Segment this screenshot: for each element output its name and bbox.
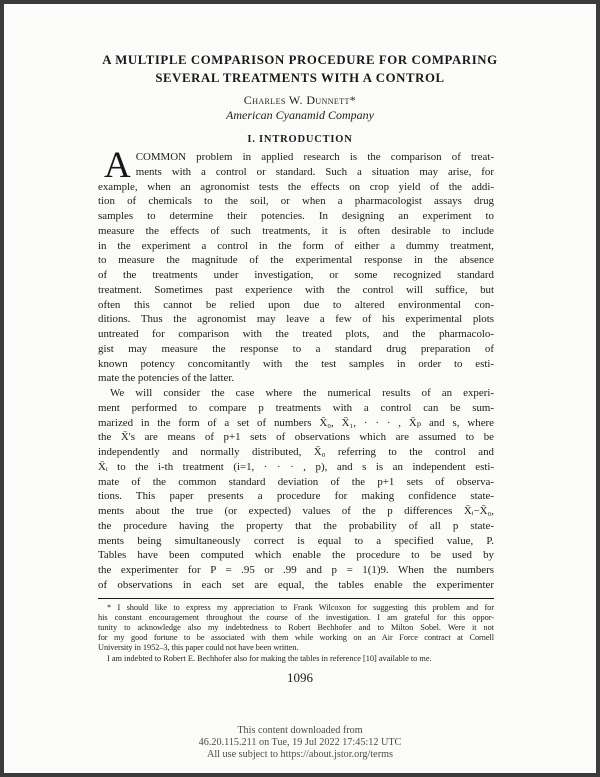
footnote-1 bbox=[98, 603, 494, 654]
jstor-line-2: 46.20.115.211 on Tue, 19 Jul 2022 17:45:12 UTC bbox=[198, 737, 402, 749]
drop-cap: A bbox=[104, 145, 131, 186]
title-line-2: SEVERAL TREATMENTS WITH A CONTROL bbox=[155, 70, 445, 85]
footnote-line: his constant encouragement throughout the course of the investigation. I am grateful for this oppor- bbox=[98, 612, 494, 622]
body-line: tion of chemicals to the soil, or when a pharmacologist assays drug bbox=[98, 195, 494, 208]
article-title bbox=[4, 52, 596, 87]
jstor-notice bbox=[4, 725, 596, 762]
body-line: X̄ᵢ to the i-th treatment (i=1, · · · , p), and s is an independent esti- bbox=[98, 460, 494, 473]
body-line: known potency concomitantly with the test samples in order to esti- bbox=[98, 357, 494, 370]
body-line: marized in the form of a set of numbers X̄₀, X̄₁, · · · , X̄ₚ and s, where bbox=[98, 416, 494, 429]
body-line: untreated for comparison with the treated plots, and the pharmacolo- bbox=[98, 328, 494, 340]
footnote-line: for my good fortune to be associated with them while working on an Air Force contract at Cornell bbox=[98, 633, 494, 643]
body-line: mate of the common standard deviation of the p+1 sets of observa- bbox=[98, 475, 494, 488]
body-line: mate the potencies of the latter. bbox=[98, 372, 235, 385]
body-line: COMMON problem in applied research is the comparison of treat- bbox=[135, 151, 494, 163]
body-line: example, when an agronomist tests the effects on crop yield of the addi- bbox=[98, 180, 494, 193]
page-number: 1096 bbox=[287, 669, 313, 685]
body-line: the experimenter for P = .95 or .99 and p = 1(1)9. When the numbers bbox=[98, 564, 494, 576]
footnote-rule bbox=[98, 598, 494, 599]
body-line: Tables have been computed which enable the procedure to be used by bbox=[98, 549, 494, 562]
body-line: the procedure having the property that the probability of all p state- bbox=[98, 519, 494, 532]
footnote-2: I am indebted to Robert E. Bechhofer also for making the tables in reference [10] available to me. bbox=[107, 653, 432, 663]
text-column bbox=[98, 145, 494, 664]
body-line: samples to determine their potencies. In designing an experiment to bbox=[98, 210, 494, 222]
paragraph-1 bbox=[98, 145, 494, 386]
body-line: independently and normally distributed, X̄₀ referring to the control and bbox=[98, 446, 494, 458]
body-line: the X̄'s are means of p+1 sets of observations which are assumed to be bbox=[98, 431, 494, 444]
author-affiliation: American Cyanamid Company bbox=[226, 108, 374, 122]
title-line-1: A MULTIPLE COMPARISON PROCEDURE FOR COMPARING bbox=[102, 53, 498, 67]
body-line: tions. This paper presents a procedure for making confidence state- bbox=[98, 490, 494, 503]
body-line: We will consider the case where the numerical results of an experi- bbox=[110, 387, 494, 399]
paper-page bbox=[4, 4, 596, 773]
body-line: ments with a control or standard. Such a situation may arise, for bbox=[135, 165, 494, 178]
footnote-line: * I should like to express my appreciation to Frank Wilcoxon for suggesting this problem and for bbox=[107, 602, 494, 612]
body-line: ments about the true (or expected) values of the p differences X̄ᵢ−X̄₀, bbox=[98, 505, 494, 517]
jstor-line-3: All use subject to https://about.jstor.org/terms bbox=[206, 749, 393, 761]
body-line: of observations in each set are equal, the tables enable the experimenter bbox=[98, 578, 494, 591]
body-line: ditions. Thus the agronomist may leave a few of his experimental plots bbox=[98, 313, 494, 326]
footnote-line: University in 1952–3, this paper could not have been written. bbox=[98, 643, 299, 653]
body-line: measure the effects of such treatments, it is often desirable to include bbox=[98, 224, 494, 237]
body-line: ment performed to compare p treatments with a control can be sum- bbox=[98, 401, 494, 414]
footnote-line: tunity to acknowledge also my indebtedness to Robert Bechhofer and to Milton Sobel. Were it not bbox=[98, 622, 494, 632]
body-line: treatment. Sometimes past experience with the control will suffice, but bbox=[98, 283, 494, 296]
body-line: in the experiment a control in the form of either a dummy treatment, bbox=[98, 239, 494, 252]
author-name: Charles W. Dunnett* bbox=[243, 93, 357, 107]
body-line: to measure the magnitude of the experimental response in the absence bbox=[98, 254, 494, 267]
paragraph-2 bbox=[98, 386, 494, 593]
section-heading: I. INTRODUCTION bbox=[247, 134, 353, 145]
body-line: often this cannot be relied upon due to altered environmental con- bbox=[98, 298, 494, 311]
jstor-line-1: This content downloaded from bbox=[237, 724, 363, 736]
body-line: gist may measure the response to a standard drug preparation of bbox=[98, 342, 494, 355]
body-line: of the treatments under investigation, or some recognized standard bbox=[98, 269, 494, 281]
body-line: ments being simultaneously correct is equal to a specified value, P. bbox=[98, 534, 494, 547]
